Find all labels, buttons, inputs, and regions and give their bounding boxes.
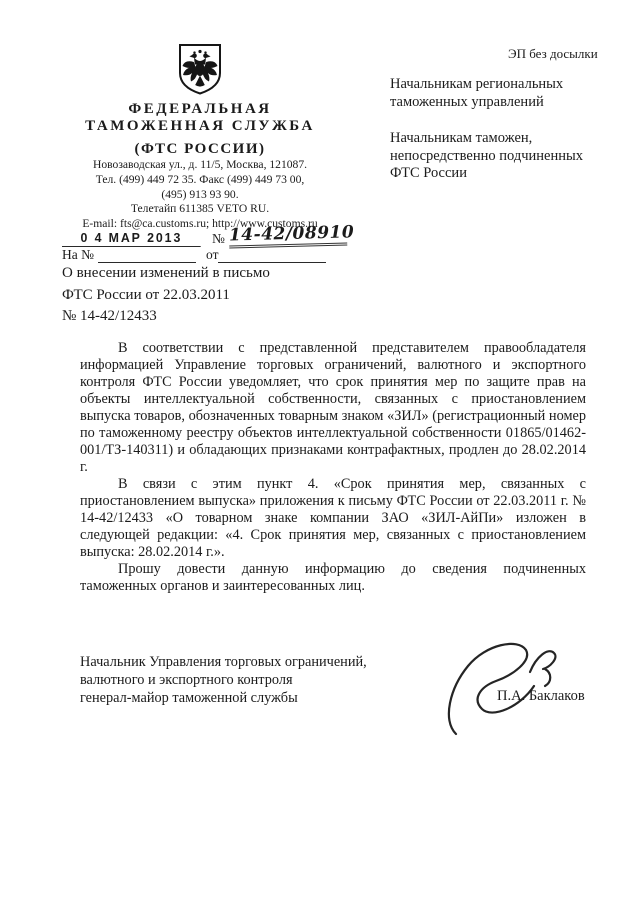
recipient-line: Начальникам региональных — [390, 76, 564, 92]
date-stamp: 0 4 МАР 2013 — [62, 230, 201, 247]
org-address-line: Новозаводская ул., д. 11/5, Москва, 121087. — [92, 158, 308, 171]
recipient-line: таможенных управлений — [390, 93, 544, 110]
org-phone-line2: (495) 913 93 90. — [161, 187, 239, 201]
subject — [62, 263, 352, 328]
coat-of-arms-icon — [177, 42, 223, 96]
recipient-line: Начальникам таможен, — [390, 130, 533, 146]
signer-title-line: валютного и экспортного контроля — [80, 672, 293, 688]
reference-row — [62, 224, 362, 246]
subject-line: № 14-42/12433 — [62, 308, 157, 324]
signer-name: П.А. Баклаков — [497, 688, 585, 704]
org-contacts — [36, 158, 364, 232]
org-name — [40, 101, 360, 158]
org-teletype-line: Телетайп 611385 VETO RU. — [130, 202, 270, 216]
reply-from-label: от — [206, 247, 219, 262]
org-name-line: ФЕДЕРАЛЬНАЯ — [128, 101, 272, 117]
signer-title — [80, 653, 367, 707]
outgoing-number-handwritten: 14-42/08910 — [229, 222, 348, 248]
reply-date-blank — [218, 248, 326, 263]
subject-line: О внесении изменений в письмо — [62, 265, 270, 281]
signer-title-line: генерал-майор таможенной службы — [80, 690, 298, 706]
letter-body — [80, 340, 586, 595]
org-name-line: ТАМОЖЕННАЯ СЛУЖБА — [85, 118, 315, 134]
body-paragraph-1: В соответствии с представленной представителем правообладателя информацией Управление торговых ограничений, валютного и экспортного контроля ФТС России уведомляет, что срок принятия мер по защите прав на объекты интеллектуальной собственности, связанных с приостановлением выпуска товаров, обозначенных товарным знаком «ЗИЛ» (регистрационный номер по таможенному реестру объектов интеллектуальной собственности 01865/01462-001/ТЗ-140311) и обладающих признаками контрафактных, продлен до 28.02.2014 г. — [80, 340, 586, 475]
body-paragraph-3: Прошу довести данную информацию до сведения подчиненных таможенных органов и заинтересованных лиц. — [80, 561, 586, 594]
recipient-line: непосредственно подчиненных — [390, 147, 583, 164]
body-paragraph-2: В связи с этим пункт 4. «Срок принятия мер, связанных с приостановлением выпуска» приложения к письму ФТС России от 22.03.2011 г. № 14-42/12433 «О товарном знаке компании ЗАО «ЗИЛ-АйПи» изложен в следующей редакции: «4. Срок принятия мер, связанных с приостановлением выпуска: 28.02.2014 г.». — [80, 476, 586, 560]
number-symbol: № — [212, 231, 225, 246]
reply-prefix-label: На № — [62, 247, 94, 262]
subject-line: ФТС России от 22.03.2011 — [62, 286, 230, 303]
recipients-group-1 — [390, 76, 563, 111]
org-email-line: E-mail: fts@ca.customs.ru; http://www.customs.ru — [82, 217, 318, 231]
org-phone-line: Тел. (499) 449 72 35. Факс (499) 449 73 00, — [95, 172, 305, 186]
recipients-group-2 — [390, 130, 583, 183]
ep-note: ЭП без досылки — [508, 46, 598, 61]
reply-number-blank — [98, 248, 196, 263]
org-abbreviation: (ФТС РОССИИ) — [134, 141, 266, 157]
recipient-line: ФТС России — [390, 165, 467, 181]
signer-title-line: Начальник Управления торговых ограничений, — [80, 654, 367, 670]
